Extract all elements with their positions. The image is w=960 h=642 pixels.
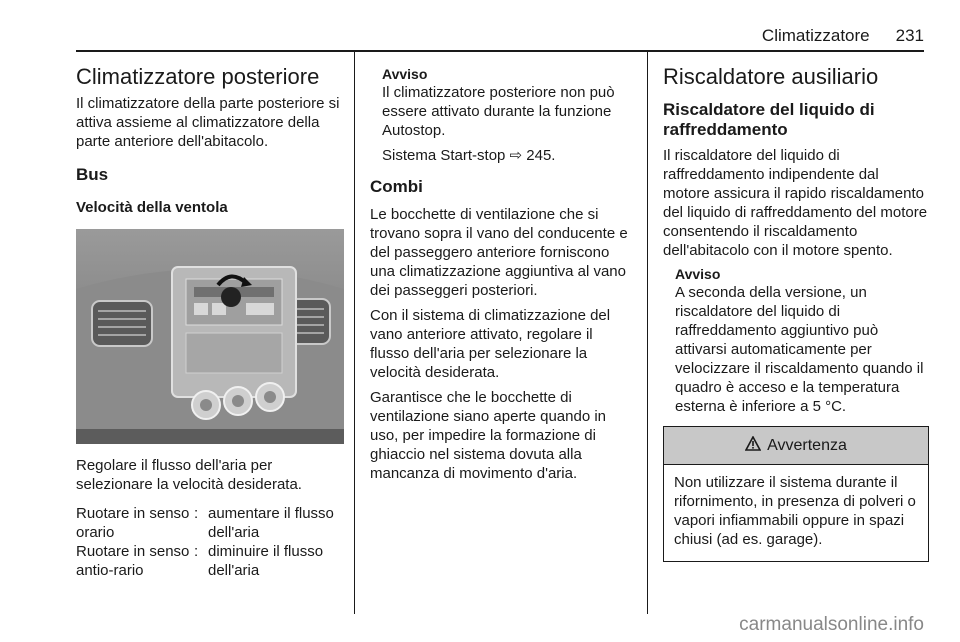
subheading-combi: Combi [370,177,423,196]
coolant-paragraph: Il riscaldatore del liquido di raffreddamento indipendente dal motore assicura il rapido riscaldamento del liquido di raffreddamento del motore consentendo il riscaldamento dell'abitacolo con il motore spento. [663,147,928,259]
def-term: Ruotare in senso antio-rario [76,543,190,579]
column-2 [370,52,634,483]
header-title: Climatizzatore [761,26,870,45]
avviso-title: Avviso [382,66,428,82]
after-figure-paragraph: Regolare il flusso dell'aria per selezionare la velocità desiderata. [76,457,302,493]
definition-list [76,504,344,580]
warning-box [663,426,929,562]
avviso-note [663,266,929,416]
warning-triangle-icon [745,436,761,456]
avviso-text: Il climatizzatore posteriore non può essere attivato durante la funzione Autostop. [382,84,615,139]
subheading-coolant-heater: Riscaldatore del liquido di raffreddamento [663,100,875,139]
combi-paragraph-1: Le bocchette di ventilazione che si trovano sopra il vano del conducente e del passeggero anteriore forniscono una climatizzazione aggiuntiva al vano dei passeggeri posteriori. [370,206,628,299]
def-desc: aumentare il flusso dell'aria [208,505,334,541]
avviso-text: A seconda della versione, un riscaldatore del liquido di raffreddamento aggiuntivo può attivarsi automaticamente per velocizzare il riscaldamento quando il quadro è acceso e la temperatura esterna è inferiore a 5 °C. [675,284,924,415]
page-number: 231 [895,26,924,45]
cross-reference: Sistema Start-stop ⇨ 245. [382,147,556,164]
section-heading: Riscaldatore ausiliario [663,64,879,89]
column-divider [354,52,355,614]
watermark: carmanualsonline.info [739,614,924,635]
warning-title: Avvertenza [767,436,847,454]
subheading-fan-speed: Velocità della ventola [76,199,228,216]
avviso-title: Avviso [675,266,721,282]
def-term: Ruotare in senso orario [76,505,190,541]
combi-paragraph-2: Con il sistema di climatizzazione del vano anteriore attivato, regolare il flusso dell'aria per selezionare la velocità desiderata. [370,307,611,381]
dashboard-illustration [76,229,344,444]
avviso-note [370,66,634,165]
warning-text: Non utilizzare il sistema durante il rifornimento, in presenza di polveri o vapori infiammabili oppure in spazi chiusi (ad es. garage). [674,474,916,548]
def-desc: diminuire il flusso dell'aria [208,543,324,579]
page-header [76,26,924,52]
column-divider [647,52,648,614]
def-separator: : [194,543,199,560]
def-separator: : [194,505,199,522]
column-3 [663,52,929,562]
fan-control-figure [76,229,344,444]
subheading-bus: Bus [76,165,109,184]
combi-paragraph-3: Garantisce che le bocchette di ventilazione siano aperte quando in uso, per impedire la formazione di ghiaccio nel sistema dovuta alla mancanza di movimento d'aria. [370,389,607,482]
warning-header [664,427,928,465]
intro-paragraph: Il climatizzatore della parte posteriore si attiva assieme al climatizzatore della parte anteriore dell'abitacolo. [76,95,340,150]
section-heading: Climatizzatore posteriore [76,64,320,89]
column-1 [76,52,344,580]
